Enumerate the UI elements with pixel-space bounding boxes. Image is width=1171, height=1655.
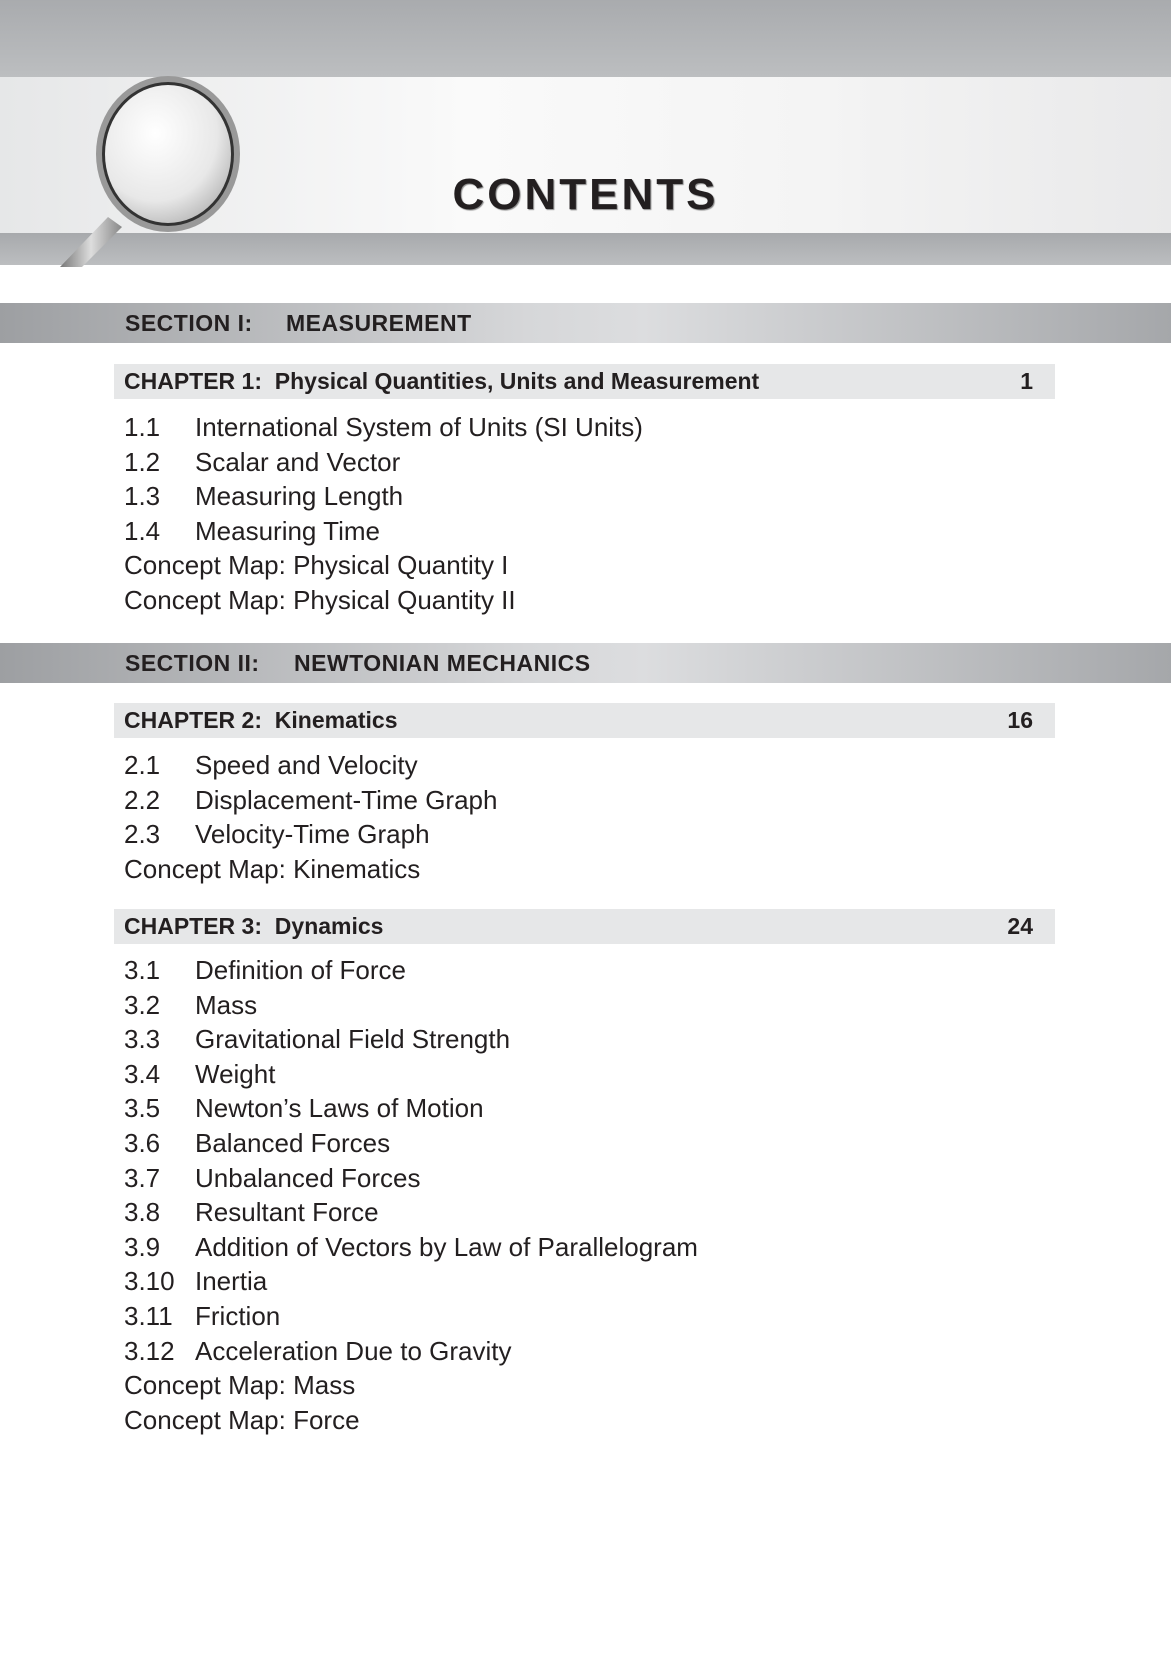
toc-item[interactable]: [124, 1022, 698, 1057]
item-title: Addition of Vectors by Law of Parallelogram: [195, 1231, 698, 1262]
toc-item[interactable]: [124, 817, 497, 852]
item-title: International System of Units (SI Units): [195, 412, 643, 442]
item-number: 3.3: [124, 1024, 161, 1055]
item-number: 3.9: [124, 1231, 161, 1262]
toc-item[interactable]: [124, 479, 643, 514]
item-number: 3.6: [124, 1127, 161, 1158]
chapter-items: [124, 748, 497, 886]
chapter-title: CHAPTER 2: Kinematics: [124, 707, 398, 733]
item-title: Inertia: [195, 1266, 268, 1297]
toc-item[interactable]: [124, 1057, 698, 1092]
toc-item[interactable]: [124, 1264, 698, 1299]
item-title: Gravitational Field Strength: [195, 1024, 511, 1055]
section-label: SECTION II:: [125, 650, 260, 676]
item-number: 3.10: [124, 1266, 175, 1297]
item-number: 3.12: [124, 1335, 175, 1366]
item-title: Friction: [195, 1300, 281, 1331]
chapter-header: [114, 909, 1055, 944]
chapter-title: CHAPTER 3: Dynamics: [124, 913, 384, 939]
chapter-page: 24: [1007, 913, 1033, 939]
item-title: Resultant Force: [195, 1197, 379, 1228]
item-title: Newton’s Laws of Motion: [195, 1093, 484, 1124]
item-title: Balanced Forces: [195, 1127, 391, 1158]
item-number: 1.4: [124, 515, 161, 546]
toc-item[interactable]: [124, 1161, 698, 1196]
toc-item[interactable]: [124, 445, 643, 480]
item-number: 3.4: [124, 1058, 161, 1089]
toc-item[interactable]: [124, 1230, 698, 1265]
chapter-items: [124, 953, 698, 1437]
toc-item[interactable]: [124, 514, 643, 549]
concept-map-item[interactable]: Concept Map: Physical Quantity II: [124, 584, 516, 615]
chapter-page: 16: [1007, 707, 1033, 733]
item-title: Weight: [195, 1058, 276, 1089]
item-title: Displacement-Time Graph: [195, 784, 498, 815]
item-number: 3.7: [124, 1162, 161, 1193]
toc-item[interactable]: [124, 1195, 698, 1230]
chapter-page: 1: [1020, 368, 1033, 394]
item-title: Speed and Velocity: [195, 750, 418, 780]
chapter-header: [114, 703, 1055, 738]
item-title: Definition of Force: [195, 955, 406, 985]
item-number: 1.2: [124, 446, 161, 477]
toc-item[interactable]: [124, 953, 698, 988]
section-header: [0, 303, 1171, 343]
toc-item[interactable]: [124, 783, 497, 818]
toc-item[interactable]: [124, 1334, 698, 1369]
toc-item[interactable]: [124, 988, 698, 1023]
section-name: MEASUREMENT: [286, 310, 472, 336]
section-header: [0, 643, 1171, 683]
chapter-title: CHAPTER 1: Physical Quantities, Units and Measurement: [124, 368, 760, 394]
section-name: NEWTONIAN MECHANICS: [294, 650, 591, 676]
toc-item[interactable]: [124, 410, 643, 445]
chapter-header: [114, 364, 1055, 399]
concept-map-item[interactable]: Concept Map: Mass: [124, 1370, 356, 1401]
concept-map-item[interactable]: Concept Map: Force: [124, 1404, 360, 1435]
item-title: Velocity-Time Graph: [195, 819, 430, 850]
toc-item[interactable]: [124, 748, 497, 783]
item-title: Measuring Time: [195, 515, 380, 546]
item-number: 3.8: [124, 1197, 161, 1228]
concept-map-item[interactable]: Concept Map: Physical Quantity I: [124, 550, 509, 581]
concept-map-item[interactable]: Concept Map: Kinematics: [124, 853, 421, 884]
item-title: Acceleration Due to Gravity: [195, 1335, 512, 1366]
item-number: 1.3: [124, 481, 161, 512]
item-number: 2.3: [124, 819, 161, 850]
item-title: Measuring Length: [195, 481, 404, 512]
magnifying-glass-icon: [60, 62, 260, 267]
toc-item[interactable]: [124, 1299, 698, 1334]
page-title: CONTENTS: [452, 170, 719, 219]
item-number: 3.5: [124, 1093, 161, 1124]
item-title: Scalar and Vector: [195, 446, 401, 477]
item-number: 2.2: [124, 784, 161, 815]
toc-item[interactable]: [124, 1091, 698, 1126]
item-number: 2.1: [124, 750, 161, 780]
item-title: Mass: [195, 989, 258, 1020]
chapter-items: [124, 410, 643, 618]
item-number: 3.11: [124, 1300, 173, 1331]
item-title: Unbalanced Forces: [195, 1162, 421, 1193]
item-number: 3.2: [124, 989, 161, 1020]
section-label: SECTION I:: [125, 310, 253, 336]
toc-item[interactable]: [124, 1126, 698, 1161]
item-number: 3.1: [124, 955, 161, 985]
item-number: 1.1: [124, 412, 161, 442]
